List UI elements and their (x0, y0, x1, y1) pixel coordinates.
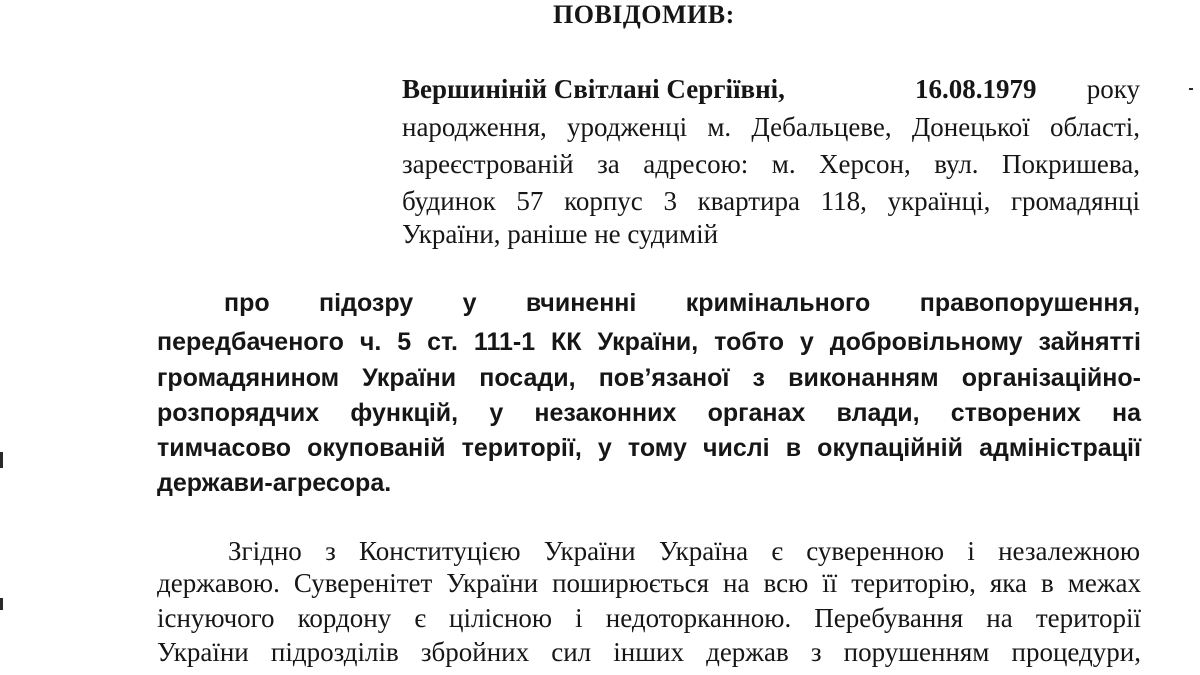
subject-line-3: громадянином України посади, пов’язаної з виконанням організаційно- (157, 364, 1141, 392)
subject-line-4: розпорядчих функцій, у незаконних органах влади, створених на (157, 399, 1141, 427)
addressee-line-5: України, раніше не судимій (402, 219, 719, 249)
subject-line-1: про підозру у вчиненні кримінального правопорушення, (224, 289, 1140, 317)
subject-line-5: тимчасово окупованій території, у тому числі в окупаційній адміністрації (157, 434, 1141, 462)
document-heading: ПОВІДОМИВ: (553, 0, 735, 29)
scan-edge-mark (0, 598, 3, 610)
body-line-2: державою. Суверенітет України поширюється на всю її територію, яка в межах (157, 568, 1141, 598)
addressee-line-2: народження, уродженці м. Дебальцеве, Донецької області, (402, 112, 1140, 142)
subject-line-2: передбаченого ч. 5 ст. 111-1 КК України, тобто у добровільному зайнятті (157, 328, 1141, 356)
subject-line-6: держави-агресора. (157, 469, 392, 497)
body-line-1: Згідно з Конституцією України Україна є суверенною і незалежною (228, 536, 1140, 566)
addressee-dob: 16.08.1979 (915, 74, 1037, 104)
body-line-4: України підрозділів збройних сил інших держав з порушенням процедури, (157, 637, 1141, 667)
addressee-name: Вершиніній Світлані Сергіївні, (402, 74, 785, 104)
addressee-line-4: будинок 57 корпус 3 квартира 118, українці, громадянці (402, 186, 1140, 216)
body-line-3: існуючого кордону є цілісною і недоторканною. Перебування на території (157, 603, 1141, 633)
addressee-line-1-tail: року (1086, 74, 1140, 104)
addressee-line-3: зареєстрованій за адресою: м. Херсон, вул. Покришева, (402, 149, 1140, 179)
scan-edge-mark (1189, 88, 1193, 90)
scan-edge-mark (0, 452, 3, 468)
